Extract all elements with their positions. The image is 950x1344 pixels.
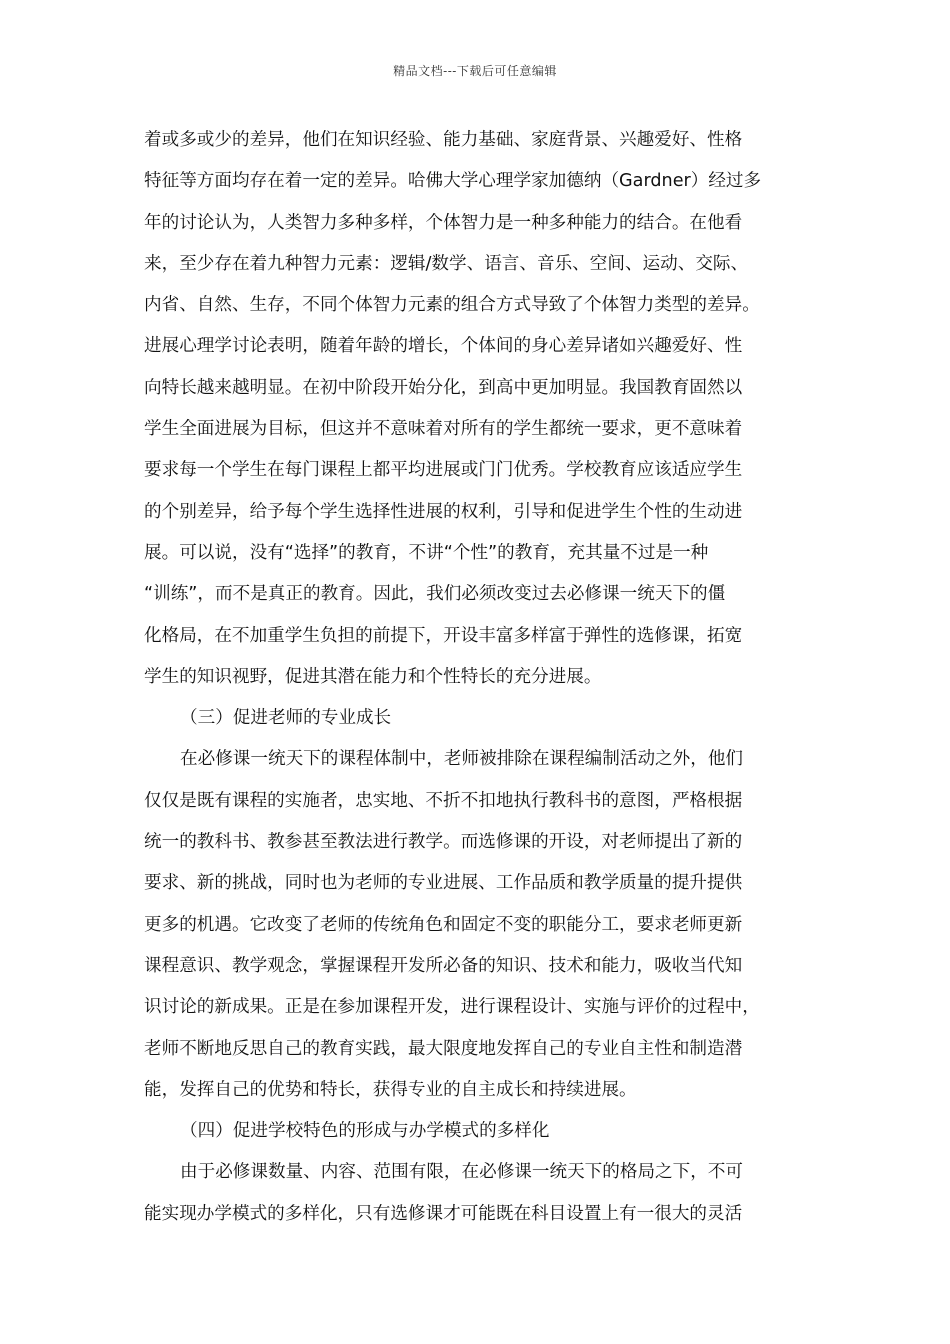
text-line: 进展心理学讨论表明，随着年龄的增长，个体间的身心差异诸如兴趣爱好、性 [144, 336, 743, 357]
text-line: 更多的机遇。它改变了老师的传统角色和固定不变的职能分工，要求老师更新 [144, 914, 743, 935]
page-header: 精品文档---下载后可任意编辑 [393, 64, 557, 78]
text-line: 内省、自然、生存，不同个体智力元素的组合方式导致了个体智力类型的差异。 [144, 295, 760, 316]
text-line: 老师不断地反思自己的教育实践，最大限度地发挥自己的专业自主性和制造潜 [144, 1038, 743, 1059]
text-line: 在必修课一统天下的课程体制中，老师被排除在课程编制活动之外，他们 [180, 749, 744, 770]
text-line: 年的讨论认为，人类智力多种多样，个体智力是一种多种能力的结合。在他看 [144, 212, 743, 233]
text-line: 的个别差异，给予每个学生选择性进展的权利，引导和促进学生个性的生动进 [144, 501, 743, 522]
text-line: 化格局，在不加重学生负担的前提下，开设丰富多样富于弹性的选修课，拓宽 [144, 625, 743, 646]
text-line: 识讨论的新成果。正是在参加课程开发，进行课程设计、实施与评价的过程中， [144, 997, 760, 1018]
text-line: 仅仅是既有课程的实施者，忠实地、不折不扣地执行教科书的意图，严格根据 [144, 790, 743, 811]
text-line: 着或多或少的差异，他们在知识经验、能力基础、家庭背景、兴趣爱好、性格 [144, 130, 743, 150]
text-line: 学生的知识视野，促进其潜在能力和个性特长的充分进展。 [144, 666, 602, 687]
text-line: 由于必修课数量、内容、范围有限，在必修课一统天下的格局之下，不可 [180, 1162, 744, 1183]
text-line: 展。可以说，没有“选择”的教育，不讲“个性”的教育，充其量不过是一种 [144, 542, 709, 563]
section-heading: （四）促进学校特色的形成与办学模式的多样化 [180, 1121, 550, 1142]
text-line: “训练”，而不是真正的教育。因此，我们必须改变过去必修课一统天下的僵 [144, 584, 726, 605]
text-line: 能，发挥自己的优势和特长，获得专业的自主成长和持续进展。 [144, 1079, 637, 1100]
text-line: 来，至少存在着九种智力元素：逻辑/数学、语言、音乐、空间、运动、交际、 [144, 253, 749, 274]
document-body [144, 120, 816, 1235]
text-line: 要求、新的挑战，同时也为老师的专业进展、工作品质和教学质量的提升提供 [144, 873, 743, 894]
text-line: 能实现办学模式的多样化，只有选修课才可能既在科目设置上有一很大的灵活 [144, 1203, 743, 1224]
section-heading: （三）促进老师的专业成长 [180, 708, 392, 729]
text-line: 统一的教科书、教参甚至教法进行教学。而选修课的开设，对老师提出了新的 [144, 832, 743, 853]
text-line: 特征等方面均存在着一定的差异。哈佛大学心理学家加德纳（Gardner）经过多 [144, 171, 762, 192]
text-line: 课程意识、教学观念，掌握课程开发所必备的知识、技术和能力，吸收当代知 [144, 955, 743, 976]
text-line: 要求每一个学生在每门课程上都平均进展或门门优秀。学校教育应该适应学生 [144, 460, 743, 481]
text-line: 向特长越来越明显。在初中阶段开始分化，到高中更加明显。我国教育固然以 [144, 377, 743, 398]
text-line: 学生全面进展为目标，但这并不意味着对所有的学生都统一要求，更不意味着 [144, 419, 743, 440]
